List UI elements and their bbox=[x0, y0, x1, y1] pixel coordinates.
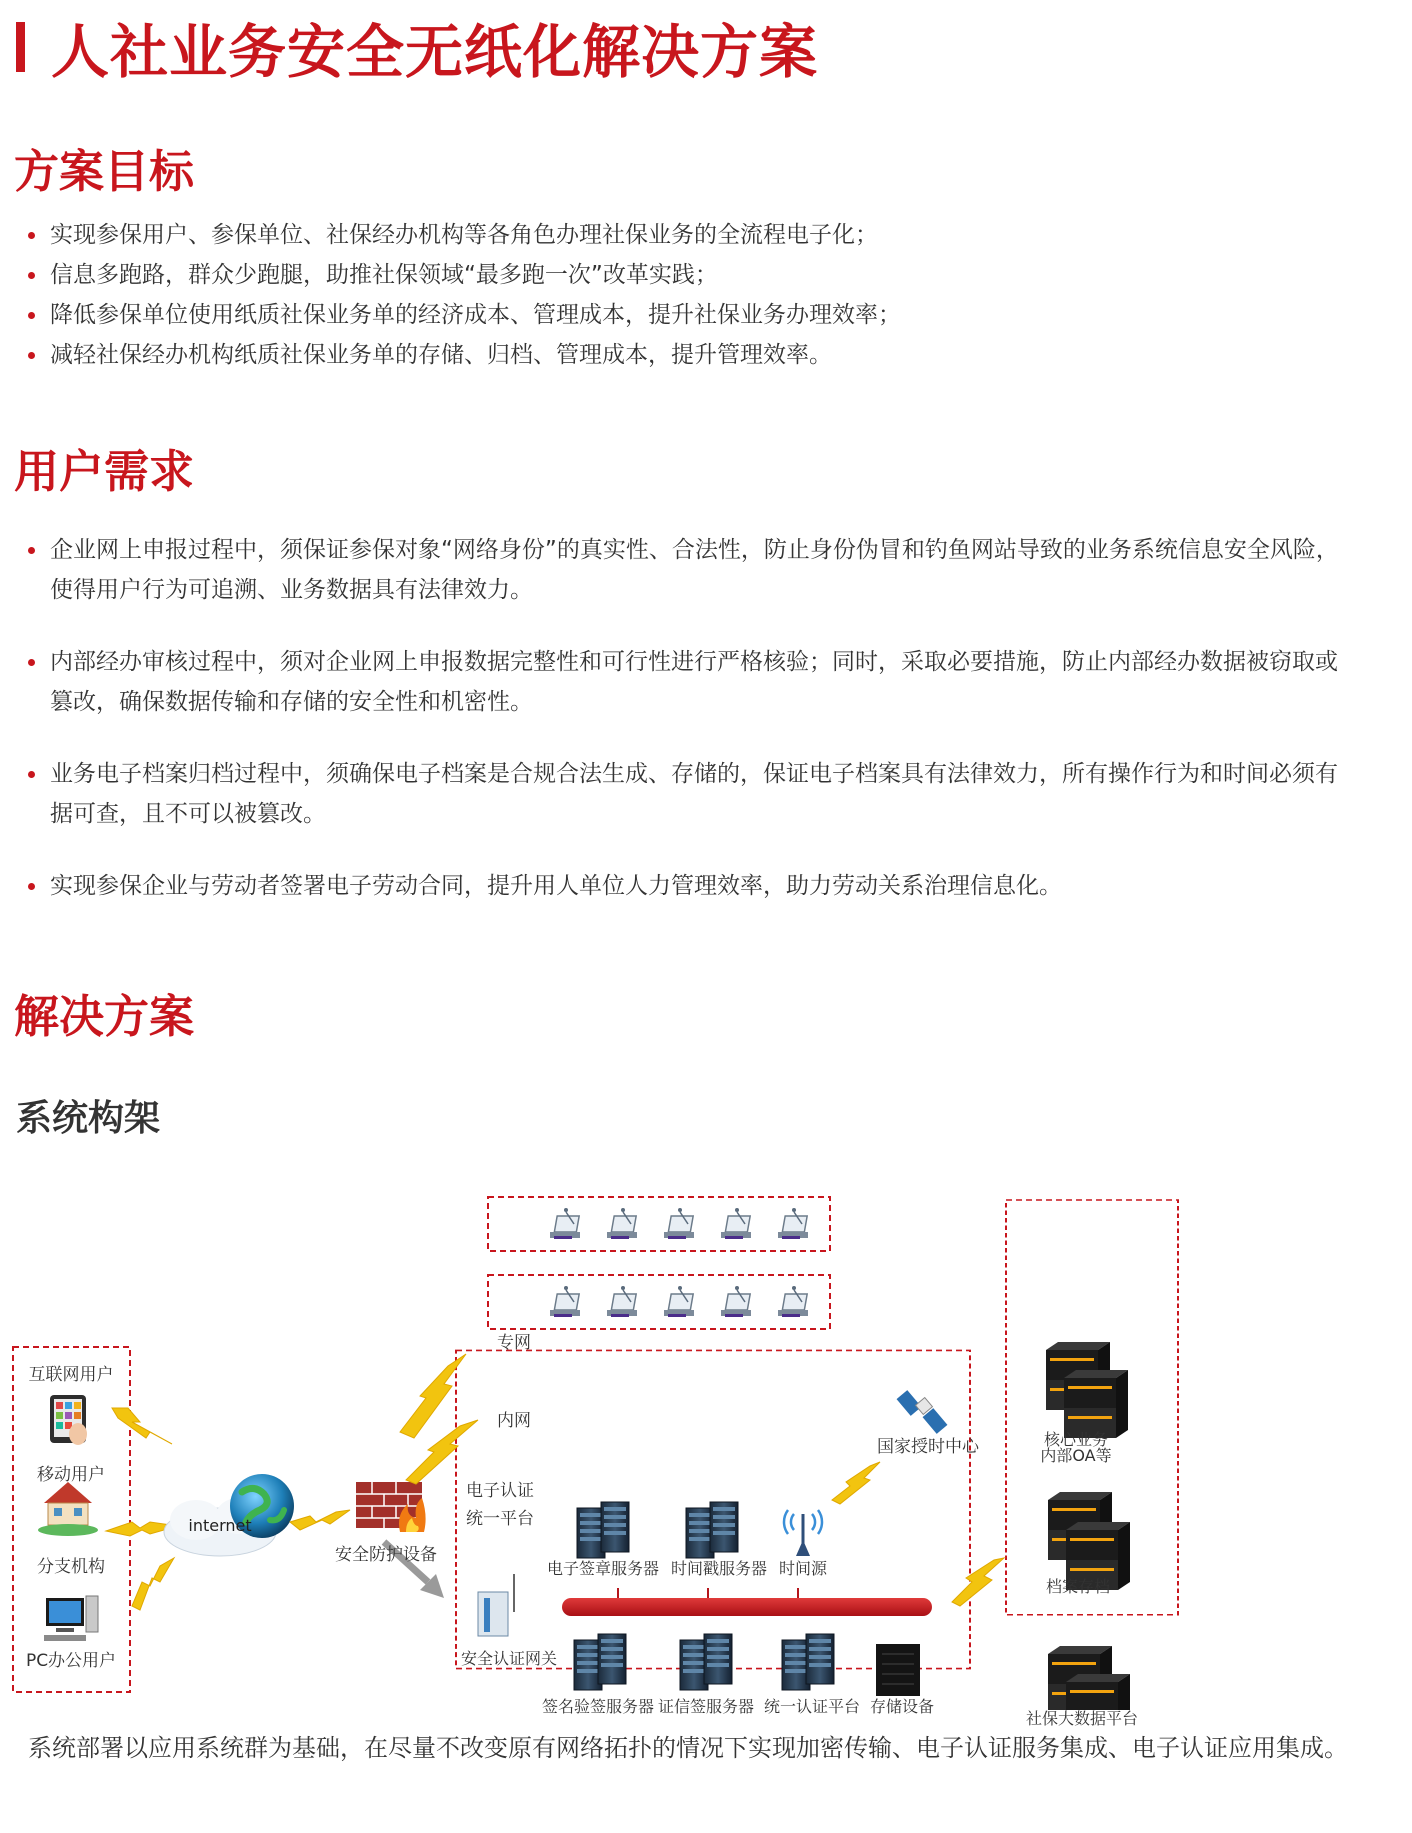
sig-server-label: 电子签章服务器 bbox=[546, 1559, 660, 1578]
timestamp-server-label: 时间戳服务器 bbox=[670, 1559, 768, 1578]
requirements-list bbox=[26, 530, 1356, 938]
lightning-bolt-icon bbox=[290, 1510, 350, 1530]
workstation-icons-intranet bbox=[550, 1286, 808, 1317]
platform-title-line2: 统一平台 bbox=[466, 1509, 534, 1529]
footer-text: 系统部署以应用系统群为基础，在尽量不改变原有网络拓扑的情况下实现加密传输、电子认证服务集成、电子认证应用集成。 bbox=[28, 1734, 1348, 1762]
page-title bbox=[16, 12, 819, 86]
verify-server-label: 签名验签服务器 bbox=[541, 1697, 655, 1716]
lightning-bolt-icon bbox=[952, 1558, 1004, 1606]
internet-label: internet bbox=[188, 1516, 252, 1535]
lightning-bolt-icon bbox=[832, 1462, 880, 1504]
page-title-text: 人社业务安全无纸化解决方案 bbox=[51, 18, 819, 86]
server-icon bbox=[680, 1634, 732, 1690]
lightning-bolt-icon bbox=[112, 1408, 172, 1444]
list-item: 企业网上申报过程中，须保证参保对象“网络身份”的真实性、合法性，防止身份伪冒和钓鱼网站导致的业务系统信息安全风险，使得用户行为可追溯、业务数据具有法律效力。 bbox=[26, 530, 1356, 610]
network-bus bbox=[562, 1588, 932, 1616]
auth-gateway-label: 安全认证网关 bbox=[460, 1649, 558, 1668]
pc-computer-icon bbox=[44, 1596, 98, 1641]
workstation-icons-private bbox=[550, 1208, 808, 1239]
title-accent-bar bbox=[16, 22, 25, 72]
architecture-subheading: 系统构架 bbox=[16, 1098, 161, 1139]
satellite-icon bbox=[897, 1390, 948, 1434]
list-item: 业务电子档案归档过程中，须确保电子档案是合规合法生成、存储的，保证电子档案具有法律效力，所有操作行为和时间必须有据可查，且不可以被篡改。 bbox=[26, 754, 1356, 834]
cert-server-label: 证信签服务器 bbox=[657, 1697, 755, 1716]
goals-heading: 方案目标 bbox=[14, 145, 195, 198]
server-icon bbox=[577, 1502, 629, 1558]
private-net-label: 专网 bbox=[497, 1333, 531, 1353]
server-icon bbox=[1048, 1646, 1130, 1710]
national-time-center-label: 国家授时中心 bbox=[877, 1437, 979, 1457]
mobile-phone-icon bbox=[50, 1395, 87, 1445]
platform-title-line1: 电子认证 bbox=[466, 1481, 534, 1501]
big-data-label: 社保大数据平台 bbox=[1025, 1709, 1139, 1728]
firewall-label: 安全防护设备 bbox=[335, 1545, 437, 1565]
storage-device-icon bbox=[876, 1644, 920, 1696]
internet-users-label: 互联网用户 bbox=[28, 1365, 114, 1385]
server-icon bbox=[686, 1502, 738, 1558]
list-item: 实现参保企业与劳动者签署电子劳动合同，提升用人单位人力管理效率，助力劳动关系治理信息化。 bbox=[26, 866, 1356, 906]
list-item: 实现参保用户、参保单位、社保经办机构等各角色办理社保业务的全流程电子化； bbox=[26, 215, 1356, 255]
architecture-diagram bbox=[0, 1170, 1412, 1728]
goals-list bbox=[26, 215, 1356, 375]
list-item: 减轻社保经办机构纸质社保业务单的存储、归档、管理成本，提升管理效率。 bbox=[26, 335, 1356, 375]
mobile-users-label: 移动用户 bbox=[37, 1465, 105, 1485]
unified-auth-label: 统一认证平台 bbox=[763, 1697, 861, 1716]
antenna-icon bbox=[784, 1510, 822, 1556]
intranet-label: 内网 bbox=[497, 1411, 531, 1431]
solution-heading: 解决方案 bbox=[14, 990, 195, 1043]
requirements-heading: 用户需求 bbox=[14, 445, 195, 498]
diagram-canvas bbox=[0, 1170, 1412, 1710]
list-item: 信息多跑路，群众少跑腿，助推社保领域“最多跑一次”改革实践； bbox=[26, 255, 1356, 295]
branch-label: 分支机构 bbox=[37, 1557, 105, 1577]
gateway-device-icon bbox=[478, 1574, 514, 1636]
server-icon bbox=[574, 1634, 626, 1690]
server-icon bbox=[1046, 1342, 1128, 1438]
list-item: 内部经办审核过程中，须对企业网上申报数据完整性和可行性进行严格核验；同时，采取必要措施，防止内部经办数据被窃取或篡改，确保数据传输和存储的安全性和机密性。 bbox=[26, 642, 1356, 722]
lightning-bolt-icon bbox=[132, 1558, 174, 1610]
pc-users-label: PC办公用户 bbox=[25, 1651, 117, 1671]
archive-label: 档案存档 bbox=[1045, 1577, 1111, 1596]
server-icon bbox=[782, 1634, 834, 1690]
intranet-box bbox=[488, 1275, 830, 1329]
core-business-label-1: 核心业务 bbox=[1043, 1430, 1109, 1449]
core-business-label-2: 内部OA等 bbox=[1040, 1446, 1112, 1465]
storage-label: 存储设备 bbox=[869, 1697, 935, 1716]
list-item: 降低参保单位使用纸质社保业务单的经济成本、管理成本，提升社保业务办理效率； bbox=[26, 295, 1356, 335]
time-source-label: 时间源 bbox=[778, 1559, 828, 1578]
branch-building-icon bbox=[38, 1482, 98, 1536]
private-net-box bbox=[488, 1197, 830, 1251]
firewall-icon bbox=[356, 1482, 426, 1532]
